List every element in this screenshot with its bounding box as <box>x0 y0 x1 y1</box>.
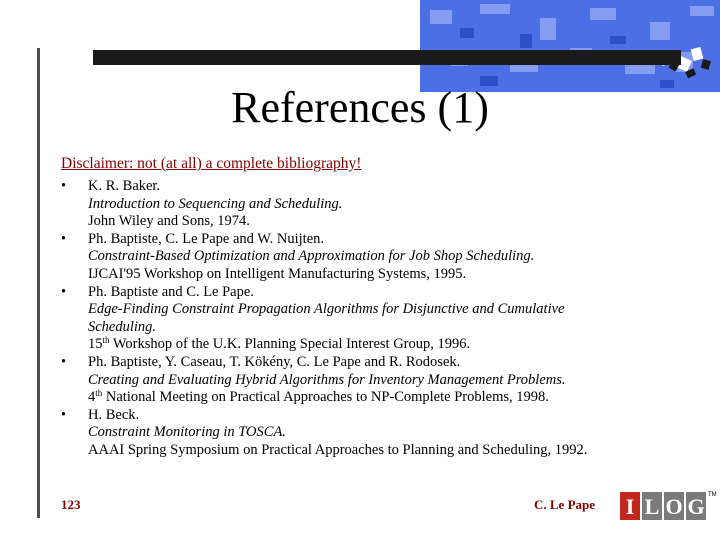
venue-ordinal-suffix: th <box>95 388 103 399</box>
reference-venue: IJCAI'95 Workshop on Intelligent Manufacturing Systems, 1995. <box>88 265 467 282</box>
reference-title: Introduction to Sequencing and Scheduling. <box>88 195 343 212</box>
venue-ordinal-number: 4 <box>88 389 96 406</box>
reference-title: Constraint-Based Optimization and Approximation for Job Shop Scheduling. <box>88 248 535 265</box>
bullet-marker: • <box>61 283 67 300</box>
reference-title: Creating and Evaluating Hybrid Algorithms for Inventory Management Problems. <box>88 371 566 388</box>
reference-item <box>61 231 681 284</box>
reference-title: Edge-Finding Constraint Propagation Algorithms for Disjunctive and Cumulative <box>88 301 565 318</box>
reference-venue <box>88 336 681 354</box>
reference-item <box>61 178 681 231</box>
bullet-marker: • <box>61 230 67 247</box>
logo-trademark: TM <box>708 492 717 498</box>
slide-title: References (1) <box>231 83 489 132</box>
logo-letter-o: O <box>665 494 683 519</box>
reference-item <box>61 284 681 354</box>
reference-authors: H. Beck. <box>88 406 140 423</box>
venue-ordinal-number: 15 <box>88 336 103 353</box>
page-number: 123 <box>61 497 81 512</box>
reference-title-continued: Scheduling. <box>88 318 157 335</box>
logo-letter-l: L <box>644 494 660 519</box>
reference-venue <box>88 389 681 407</box>
decorative-corner-pattern <box>420 0 720 92</box>
title-bar-rule <box>93 50 681 65</box>
venue-ordinal-suffix: th <box>102 335 110 346</box>
venue-name: Workshop of the U.K. Planning Special Interest Group, 1996. <box>109 336 471 353</box>
reference-venue: John Wiley and Sons, 1974. <box>88 213 250 230</box>
reference-title: Constraint Monitoring in TOSCA. <box>88 424 286 441</box>
disclaimer-text: Disclaimer: not (at all) a complete bibliography! <box>61 155 362 172</box>
bullet-marker: • <box>61 353 67 370</box>
reference-item <box>61 354 681 407</box>
footer-author: C. Le Pape <box>534 497 596 512</box>
reference-list <box>61 178 681 460</box>
reference-item <box>61 407 681 460</box>
reference-authors: Ph. Baptiste and C. Le Pape. <box>88 283 254 300</box>
logo-letter-g: G <box>687 494 705 519</box>
bullet-marker: • <box>61 406 67 423</box>
bullet-marker: • <box>61 178 67 194</box>
ilog-logo <box>618 486 718 526</box>
venue-name: National Meeting on Practical Approaches to NP-Complete Problems, 1998. <box>102 389 549 406</box>
logo-letter-i: I <box>625 494 635 519</box>
reference-authors: K. R. Baker. <box>88 178 161 194</box>
reference-authors: Ph. Baptiste, C. Le Pape and W. Nuijten. <box>88 230 325 247</box>
reference-authors: Ph. Baptiste, Y. Caseau, T. Kökény, C. Le Pape and R. Rodosek. <box>88 353 461 370</box>
reference-venue: AAAI Spring Symposium on Practical Approaches to Planning and Scheduling, 1992. <box>88 441 588 458</box>
